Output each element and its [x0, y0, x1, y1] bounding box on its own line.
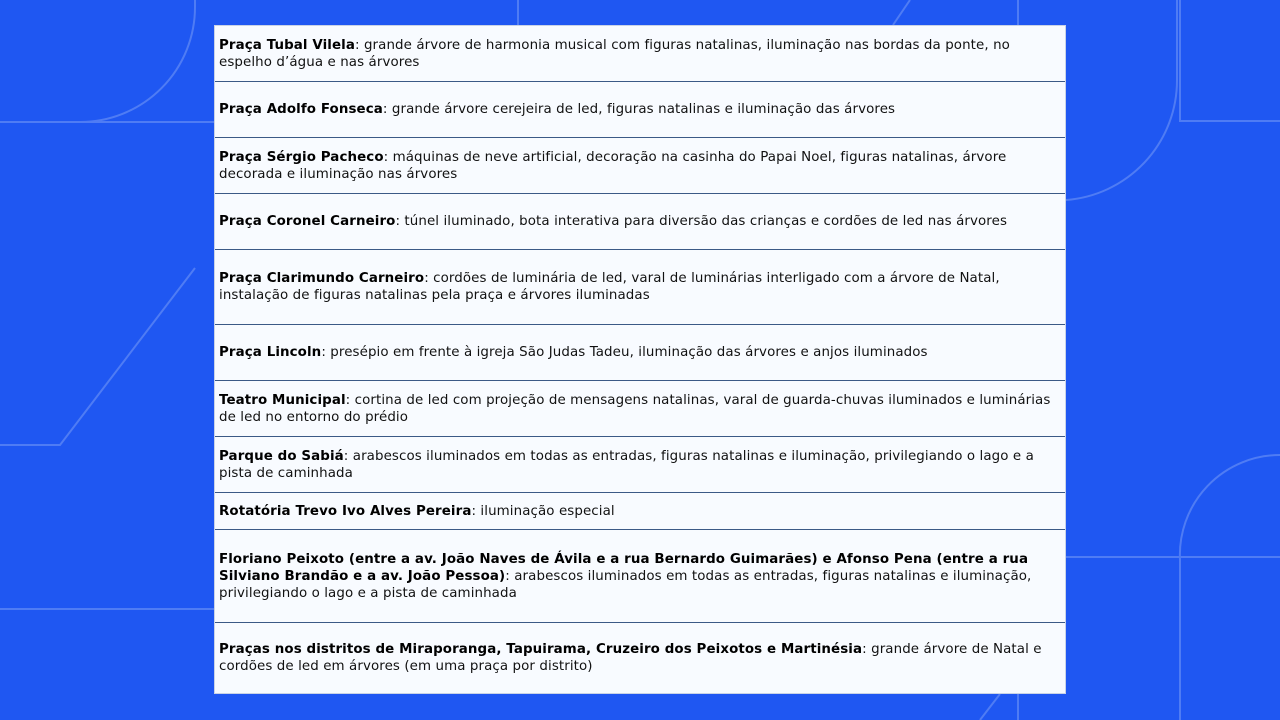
table-row — [215, 623, 1065, 693]
place-name: Rotatória Trevo Ivo Alves Pereira — [219, 503, 472, 519]
place-name: Teatro Municipal — [219, 392, 346, 408]
table-row — [215, 530, 1065, 623]
place-description: : presépio em frente à igreja São Judas Tadeu, iluminação das árvores e anjos iluminados — [321, 345, 928, 360]
christmas-decorations-table — [214, 25, 1066, 694]
table-row — [215, 138, 1065, 194]
place-description: : cortina de led com projeção de mensagens natalinas, varal de guarda-chuvas iluminados e luminárias de led no entorno do prédio — [219, 392, 1051, 425]
place-description: : arabescos iluminados em todas as entradas, figuras natalinas e iluminação, privilegiando o lago e a pista de caminhada — [219, 448, 1034, 481]
place-description: : iluminação especial — [471, 503, 615, 519]
place-name: Praça Adolfo Fonseca — [219, 102, 383, 117]
table-row — [215, 82, 1065, 138]
place-name: Praça Coronel Carneiro — [219, 214, 396, 229]
place-description: : cordões de luminária de led, varal de luminárias interligado com a árvore de Natal, instalação de figuras natalinas pela praça e árvores iluminadas — [219, 271, 1000, 303]
place-description: : máquinas de neve artificial, decoração na casinha do Papai Noel, figuras natalinas, árvore decorada e iluminação nas árvores — [219, 149, 1007, 182]
place-name: Praças nos distritos de Miraporanga, Tapuirama, Cruzeiro dos Peixotos e Martinésia — [219, 642, 863, 657]
place-name: Praça Sérgio Pacheco — [219, 149, 384, 165]
table-row — [215, 194, 1065, 250]
table-row — [215, 493, 1065, 530]
place-description: : grande árvore cerejeira de led, figuras natalinas e iluminação das árvores — [382, 102, 896, 117]
table-row — [215, 325, 1065, 381]
place-name: Parque do Sabiá — [219, 448, 344, 464]
table-row — [215, 437, 1065, 493]
table-row — [215, 381, 1065, 437]
place-description: : arabescos iluminados em todas as entradas, figuras natalinas e iluminação, privilegiando o lago e a pista de caminhada — [219, 568, 1032, 601]
place-description: : grande árvore de Natal e cordões de led em árvores (em uma praça por distrito) — [219, 642, 1042, 674]
place-name: Praça Tubal Vilela — [219, 37, 355, 53]
place-name: Praça Clarimundo Carneiro — [219, 271, 425, 286]
place-description: : túnel iluminado, bota interativa para diversão das crianças e cordões de led nas árvores — [395, 214, 1008, 229]
place-name: Praça Lincoln — [219, 345, 322, 360]
table-row — [215, 26, 1065, 82]
table-row — [215, 250, 1065, 325]
place-description: : grande árvore de harmonia musical com figuras natalinas, iluminação nas bordas da ponte, no espelho d’água e nas árvores — [219, 37, 1010, 70]
place-name: Floriano Peixoto (entre a av. João Naves de Ávila e a rua Bernardo Guimarães) e Afonso Pena (entre a rua Silviano Brandão e a av. João Pessoa) — [219, 551, 1029, 584]
